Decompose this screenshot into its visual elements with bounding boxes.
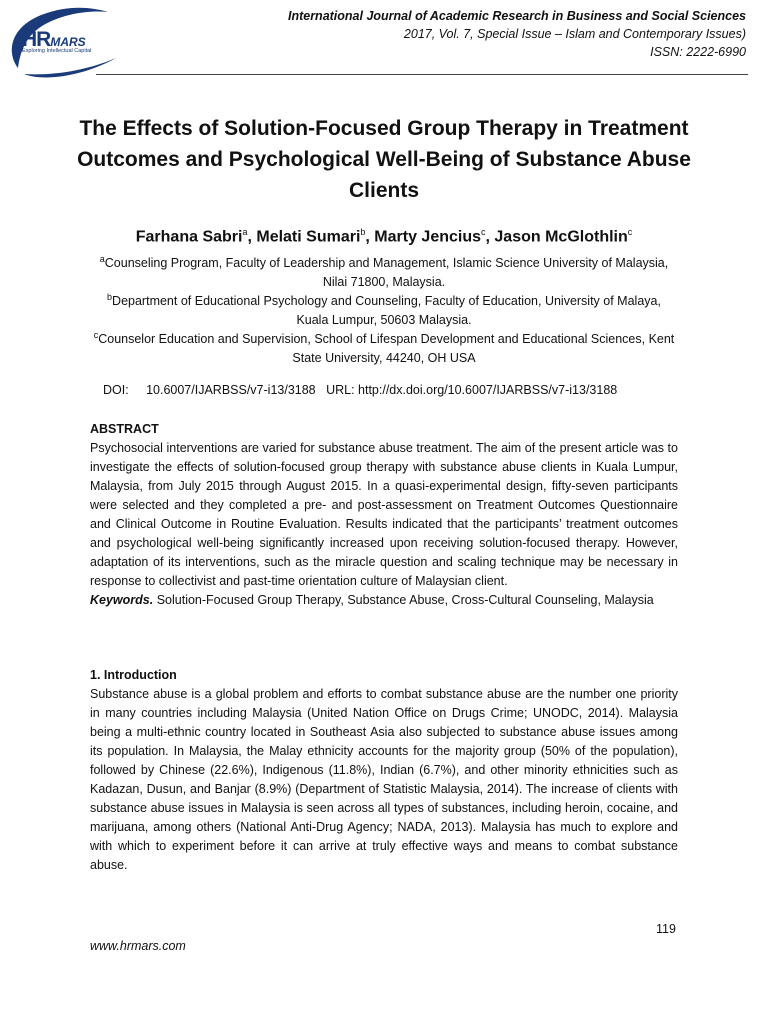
logo-tagline: Exploring Intellectual Capital	[22, 48, 92, 54]
doi-line	[103, 383, 617, 397]
affiliation-sup: b	[107, 292, 113, 302]
author-name: Melati Sumari	[256, 228, 361, 246]
affiliation-text: Department of Educational Psychology and Counseling, Faculty of Education, University of Malaya, Kuala Lumpur, 50603 Malaysia.	[112, 294, 661, 328]
url-value[interactable]: http://dx.doi.org/10.6007/IJARBSS/v7-i13/3188	[358, 383, 618, 397]
abstract-section	[90, 420, 678, 610]
author-sup: b	[360, 227, 366, 237]
footer-url[interactable]: www.hrmars.com	[90, 939, 186, 953]
keywords	[90, 591, 678, 610]
doi-label: DOI:	[103, 383, 129, 397]
affiliation-sup: a	[99, 254, 105, 264]
keywords-text: Solution-Focused Group Therapy, Substance Abuse, Cross-Cultural Counseling, Malaysia	[156, 593, 654, 607]
journal-header	[288, 7, 746, 61]
author-name: Farhana Sabri	[135, 228, 243, 246]
abstract-text: Psychosocial interventions are varied for substance abuse treatment. The aim of the present article was to investigate the effects of solution-focused group therapy with substance abuse clients in Kuala Lumpur, Malaysia, from July 2015 through August 2015. In a quasi-experimental design, fifty-seven participants were selected and they completed a pre- and post-assessment on Treatment Outcomes Questionnaire and Clinical Outcome in Routine Evaluation. Results indicated that the participants’ treatment outcomes and psychological well-being significantly increased upon receiving solution-focused therapy. However, adaptation of its interventions, such as the miracle question and scaling technique may be necessary in response to collectivist and past-time orientation culture of Malaysian client.	[90, 441, 678, 588]
affiliation-c	[90, 326, 678, 368]
url-label: URL:	[326, 383, 355, 397]
journal-issn: ISSN: 2222-6990	[650, 45, 746, 59]
logo-wordmark: HRMARS	[22, 28, 86, 51]
journal-issue: 2017, Vol. 7, Special Issue – Islam and Contemporary Issues)	[403, 27, 746, 41]
affiliation-a	[90, 250, 678, 292]
affiliation-text: Counselor Education and Supervision, School of Lifespan Development and Educational Sciences, Kent State University, 44240, OH USA	[98, 332, 675, 366]
page-number: 119	[656, 922, 676, 936]
author-sup: c	[627, 227, 633, 237]
affiliation-b	[90, 288, 678, 330]
author-name: Marty Jencius	[374, 228, 482, 246]
introduction-heading: 1. Introduction	[90, 668, 177, 682]
header-divider	[96, 74, 748, 75]
keywords-label: Keywords.	[90, 593, 154, 607]
author-list: Farhana Sabri$^a$, Melati Sumari$^b$, Marty Jencius$^c$, Jason McGlothlin$^c$	[135, 227, 633, 246]
introduction-section	[90, 666, 678, 875]
author-name: Jason McGlothlin	[494, 228, 628, 246]
author-sup: c	[481, 227, 486, 237]
affiliation-text: Counseling Program, Faculty of Leadership and Management, Islamic Science University of Malaysia, Nilai 71800, Malaysia.	[104, 256, 669, 290]
hrmars-logo	[4, 2, 124, 82]
paper-title: The Effects of Solution-Focused Group Therapy in Treatment Outcomes and Psychological Well-Being of Substance Abuse Clients	[77, 117, 691, 202]
introduction-text: Substance abuse is a global problem and efforts to combat substance abuse are the number one priority in many countries including Malaysia (United Nation Office on Drugs Crime; UNODC, 2014). Malaysia being a multi-ethnic country located in Southeast Asia also subjected to substance abuse issues among its population. In Malaysia, the Malay ethnicity accounts for the majority group (50% of the population), followed by Chinese (22.6%), Indigenous (11.8%), Indian (6.7%), and other minority ethnicities such as Kadazan, Dusun, and Banjar (8.9%) (Department of Statistic Malaysia, 2014). The increase of clients with substance abuse issues in Malaysia is seen across all types of substances, including heroin, cocaine, and marijuana, among others (National Anti-Drug Agency; NADA, 2013). Malaysia has much to explore and with which to experiment before it can arrive at truly effective ways and means to combat substance abuse.	[90, 687, 678, 872]
journal-name: International Journal of Academic Research in Business and Social Sciences	[287, 9, 746, 23]
affiliation-sup: c	[93, 330, 99, 340]
author-sup: a	[242, 227, 248, 237]
doi-value[interactable]: 10.6007/IJARBSS/v7-i13/3188	[146, 383, 316, 397]
abstract-heading: ABSTRACT	[90, 422, 159, 436]
